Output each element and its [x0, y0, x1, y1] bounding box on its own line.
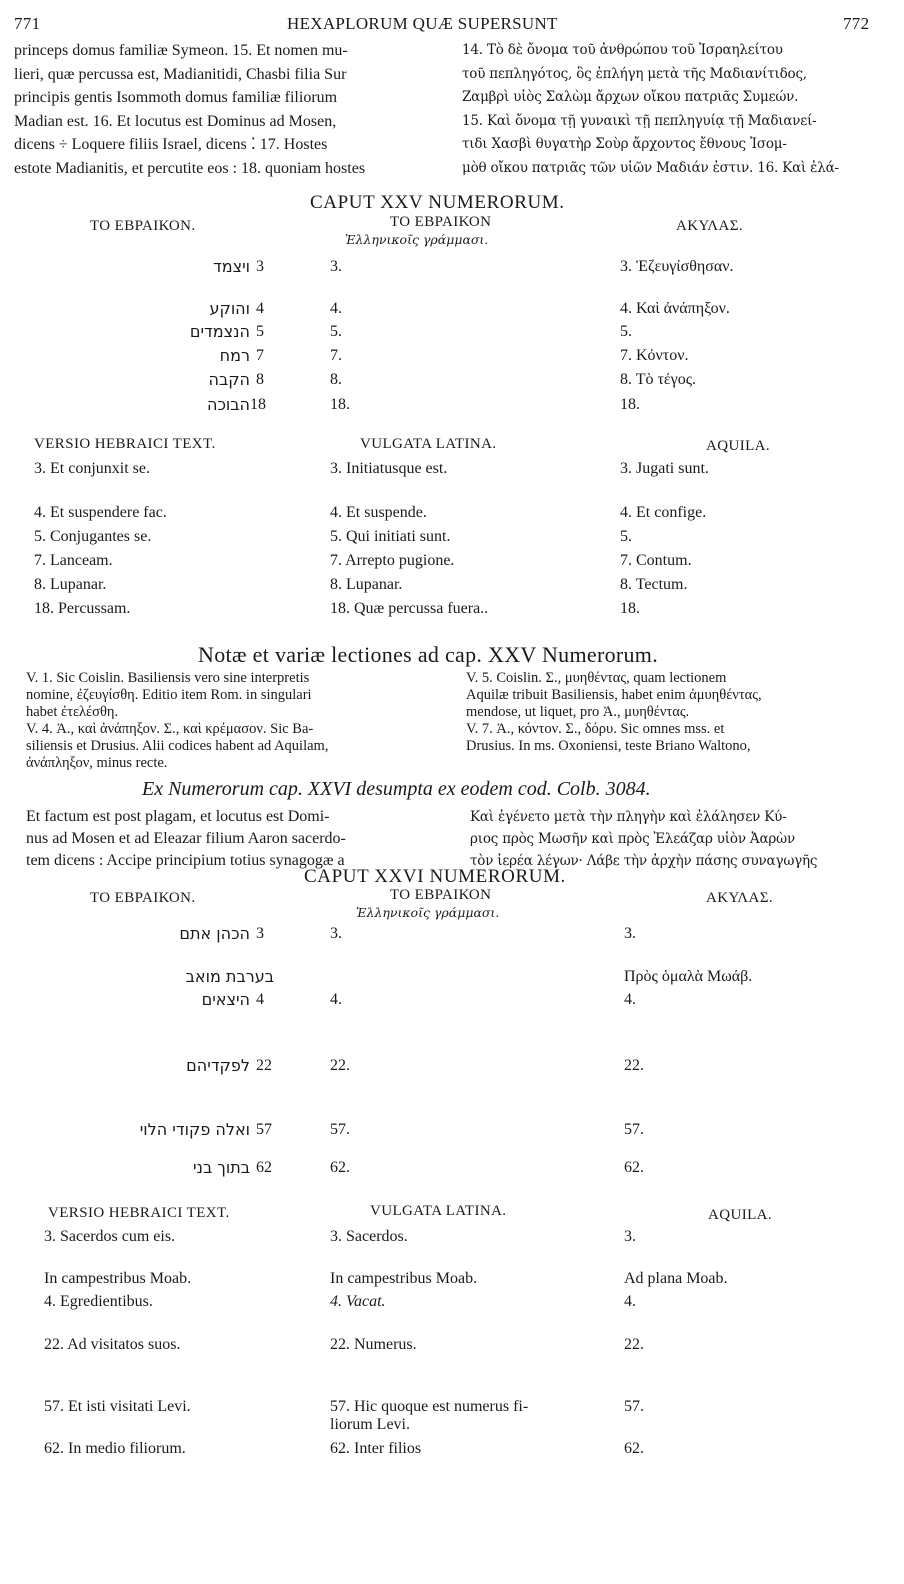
text-line: τοῦ πεπληγότος, ὃς ἐπλήγη μετὰ τῆς Μαδιανίτιδος,: [462, 65, 807, 82]
latin-col-header-aquila: AQUILA.: [708, 1207, 773, 1223]
transliteration-cell: 4.: [330, 991, 342, 1008]
hebrew-word: הנצמדים: [189, 322, 250, 341]
hebrew-word: הכהן אתם: [179, 924, 250, 943]
aquila-latin-cell: 4.: [624, 1293, 636, 1310]
version-cell: 5. Conjugantes se.: [34, 528, 152, 545]
note-line: V. 5. Coislin. Σ., μυηθέντας, quam lectionem: [466, 670, 727, 686]
col-subheader: Ἑλληνικοῖς γράμμασι.: [356, 905, 500, 920]
aquila-latin-cell: Ad plana Moab.: [624, 1270, 728, 1287]
page-number-left: 771: [14, 14, 41, 33]
text-line: dicens ÷ Loquere filiis Israel, dicens ⁚ 17. Hostes: [14, 136, 328, 153]
vulgate-cell: 4. Vacat.: [330, 1293, 386, 1310]
transliteration-cell: 8.: [330, 371, 342, 388]
latin-col-header-vulgate: VULGATA LATINA.: [360, 436, 497, 452]
text-line: τιδι Χασβὶ θυγατὴρ Σοὺρ ἄρχοντος ἔθνους Ἰσομ-: [462, 136, 787, 152]
aquila-latin-cell: 22.: [624, 1336, 644, 1353]
version-cell: 7. Lanceam.: [34, 552, 113, 569]
hebrew-word: בתוך בני: [192, 1158, 250, 1177]
hebrew-word: ויצמד: [212, 257, 250, 276]
aquila-cell: Πρὸς ὁμαλὰ Μωάβ.: [624, 968, 753, 985]
transliteration-cell: 5.: [330, 323, 342, 340]
intro-latin-column: [14, 39, 365, 180]
latin-col-header-vulgate: VULGATA LATINA.: [370, 1203, 507, 1219]
vulgate-cell: 22. Numerus.: [330, 1336, 417, 1353]
note-line: Aquilæ tribuit Basiliensis, habet enim ἀμυηθέντας,: [466, 687, 762, 703]
verse-number: 57: [256, 1121, 272, 1138]
aquila-cell: 3.: [624, 925, 636, 942]
text-line: Madian est. 16. Et locutus est Dominus ad Mosen,: [14, 112, 337, 130]
aquila-cell: 18.: [620, 396, 640, 413]
verse-number: 22: [256, 1057, 272, 1074]
note-line: ἀνάπληξον, minus recte.: [26, 755, 168, 771]
vulgate-cell: 5. Qui initiati sunt.: [330, 528, 451, 545]
excerpt-latin-column: [26, 806, 346, 872]
running-title: HEXAPLORUM QUÆ SUPERSUNT: [287, 14, 558, 33]
note-line: habet ἐτελέσθη.: [26, 704, 119, 720]
text-line: 14. Τὸ δὲ ὄνομα τοῦ ἀνθρώπου τοῦ Ἰσραηλείτου: [462, 42, 783, 58]
aquila-cell: 4.: [624, 991, 636, 1008]
version-cell: 4. Egredientibus.: [44, 1293, 153, 1310]
aquila-latin-cell: 3. Jugati sunt.: [620, 460, 709, 477]
transliteration-cell: 4.: [330, 300, 342, 317]
aquila-latin-cell: 57.: [624, 1398, 644, 1415]
vulgate-cell-continuation: liorum Levi.: [330, 1416, 410, 1433]
verse-number: 62: [256, 1159, 272, 1176]
note-line: V. 7. Ἀ., κόντον. Σ., δόρυ. Sic omnes mss. et: [466, 721, 725, 737]
notes-title: Notæ et variæ lectiones ad cap. XXV Numerorum.: [198, 642, 659, 667]
note-line: Drusius. In ms. Oxoniensi, teste Briano Waltono,: [466, 738, 751, 754]
col-header-hebrew-greek: ΤΟ ΕΒΡΑΙΚΟΝ: [390, 887, 492, 903]
note-line: siliensis et Drusius. Alii codices habent ad Aquilam,: [26, 738, 329, 754]
transliteration-cell: 3.: [330, 258, 342, 275]
vulgate-cell: 3. Sacerdos.: [330, 1228, 408, 1245]
latin-col-header-aquila: AQUILA.: [706, 438, 771, 454]
col-header-aquila: ΑΚΥΛΑΣ.: [676, 218, 744, 234]
aquila-latin-cell: 3.: [624, 1228, 636, 1245]
version-cell: 8. Lupanar.: [34, 576, 107, 593]
version-cell: 57. Et isti visitati Levi.: [44, 1398, 191, 1415]
notes-right-column: [466, 670, 762, 755]
aquila-cell: 62.: [624, 1159, 644, 1176]
aquila-latin-cell: 4. Et confige.: [620, 504, 707, 521]
vulgate-cell: 57. Hic quoque est numerus fi-: [330, 1398, 529, 1415]
version-cell: 3. Sacerdos cum eis.: [44, 1228, 176, 1245]
aquila-cell: 5.: [620, 323, 632, 340]
text-line: 15. Καὶ ὄνομα τῇ γυναικὶ τῇ πεπληγυίᾳ τῇ Μαδιανεί-: [462, 112, 817, 129]
aquila-latin-cell: 5.: [620, 528, 632, 545]
transliteration-cell: 18.: [330, 396, 350, 413]
verse-number: 3: [256, 925, 264, 942]
verse-number: 4: [256, 300, 264, 317]
transliteration-cell: 22.: [330, 1057, 350, 1074]
aquila-cell: 57.: [624, 1121, 644, 1138]
hebrew-word: ואלה פקודי הלוי: [139, 1120, 250, 1139]
verse-number: 3: [256, 258, 264, 275]
note-line: V. 4. Ἀ., καὶ ἀνάπηξον. Σ., καὶ κρέμασον. Sic Ba-: [26, 721, 314, 737]
aquila-latin-cell: 7. Contum.: [620, 552, 692, 569]
version-cell: 18. Percussam.: [34, 600, 131, 617]
col-header-aquila: ΑΚΥΛΑΣ.: [706, 890, 774, 906]
intro-greek-column: [462, 39, 839, 180]
vulgate-cell: 8. Lupanar.: [330, 576, 403, 593]
text-line: nus ad Mosen et ad Eleazar filium Aaron sacerdo-: [26, 830, 346, 847]
verse-number: 5: [256, 323, 264, 340]
col-subheader: Ἑλληνικοῖς γράμμασι.: [345, 232, 489, 247]
hebrew-word: לפקדיהם: [186, 1056, 250, 1075]
vulgate-cell: 7. Arrepto pugione.: [330, 552, 455, 569]
text-line: Καὶ ἐγένετο μετὰ τὴν πληγὴν καὶ ἐλάλησεν Κύ-: [470, 809, 787, 825]
col-header-hebrew-greek: ΤΟ ΕΒΡΑΙΚΟΝ: [390, 214, 492, 230]
note-line: mendose, ut liquet, pro Ἀ., μυηθέντας.: [466, 704, 690, 720]
vulgate-cell: 4. Et suspende.: [330, 504, 427, 521]
notes-left-column: [26, 670, 328, 772]
vulgate-cell: 62. Inter filios: [330, 1440, 422, 1457]
aquila-cell: 4. Καὶ ἀνάπηξον.: [620, 300, 730, 317]
hebrew-word: והוקע: [209, 299, 250, 318]
note-line: V. 1. Sic Coislin. Basiliensis vero sine interpretis: [26, 670, 310, 686]
transliteration-cell: 7.: [330, 347, 342, 364]
aquila-cell: 22.: [624, 1057, 644, 1074]
latin-col-header-version: VERSIO HEBRAICI TEXT.: [48, 1205, 230, 1221]
aquila-cell: 3. Ἐζευγίσθησαν.: [620, 258, 734, 275]
transliteration-cell: 57.: [330, 1121, 350, 1138]
caput-25-title: CAPUT XXV NUMERORUM.: [310, 192, 565, 213]
text-line: lieri, quæ percussa est, Madianitidi, Chasbi filia Sur: [14, 65, 347, 83]
text-line: ριος πρὸς Μωσῆν καὶ πρὸς Ἐλεάζαρ υἱὸν Ἀαρὼν: [470, 831, 795, 847]
vulgate-cell: 18. Quæ percussa fuera..: [330, 600, 489, 617]
text-line: Ζαμβρὶ υἱὸς Σαλὼμ ἄρχων οἴκου πατριᾶς Συμεών.: [462, 89, 799, 105]
aquila-latin-cell: 8. Tectum.: [620, 576, 688, 593]
verse-number: 18: [250, 396, 266, 413]
version-cell: In campestribus Moab.: [44, 1270, 192, 1287]
page-number-right: 772: [843, 14, 870, 33]
text-line: tem dicens : Accipe principium totius synagogæ a: [26, 852, 345, 869]
text-line: princeps domus familiæ Symeon. 15. Et nomen mu-: [14, 42, 348, 59]
note-line: nomine, ἐζευγίσθη. Editio item Rom. in singulari: [26, 687, 312, 703]
version-cell: 62. In medio filiorum.: [44, 1440, 186, 1457]
verse-number: 4: [256, 991, 264, 1008]
excerpt-title: Ex Numerorum cap. XXVI desumpta ex eodem cod. Colb. 3084.: [142, 778, 651, 800]
version-cell: 22. Ad visitatos suos.: [44, 1336, 181, 1353]
verse-number: 7: [256, 347, 264, 364]
hebrew-word: בערבת מואב: [185, 967, 274, 986]
text-line: Et factum est post plagam, et locutus est Domi-: [26, 808, 330, 825]
text-line: μὸθ οἴκου πατριᾶς τῶν υἱῶν Μαδιάν ἐστιν. 16. Καὶ ἐλά-: [462, 159, 839, 176]
aquila-latin-cell: 62.: [624, 1440, 644, 1457]
col-header-hebrew: ΤΟ ΕΒΡΑΙΚΟΝ.: [90, 890, 196, 906]
vulgate-cell: 3. Initiatusque est.: [330, 460, 448, 477]
hebrew-word: הקבה: [208, 370, 250, 389]
excerpt-greek-column: [470, 806, 817, 872]
aquila-cell: 7. Κόντον.: [620, 347, 689, 364]
hebrew-word: רמח: [219, 346, 250, 365]
col-header-hebrew: ΤΟ ΕΒΡΑΙΚΟΝ.: [90, 218, 196, 234]
aquila-latin-cell: 18.: [620, 600, 640, 617]
version-cell: 4. Et suspendere fac.: [34, 504, 167, 521]
caput-26-title: CAPUT XXVI NUMERORUM.: [304, 866, 566, 887]
aquila-cell: 8. Τὸ τέγος.: [620, 371, 697, 388]
transliteration-cell: 3.: [330, 925, 342, 942]
verse-number: 8: [256, 371, 264, 388]
text-line: τὸν ἱερέα λέγων· Λάβε τὴν ἀρχὴν πάσης συναγωγῆς: [470, 853, 818, 869]
version-cell: 3. Et conjunxit se.: [34, 460, 150, 477]
text-line: principis gentis Isommoth domus familiæ filiorum: [14, 89, 338, 106]
latin-col-header-version: VERSIO HEBRAICI TEXT.: [34, 436, 216, 452]
hebrew-word: היצאים: [201, 990, 250, 1009]
transliteration-cell: 62.: [330, 1159, 350, 1176]
hebrew-word: הבוכה: [207, 395, 250, 414]
text-line: estote Madianitis, et percutite eos : 18. quoniam hostes: [14, 159, 366, 177]
vulgate-cell: In campestribus Moab.: [330, 1270, 478, 1287]
